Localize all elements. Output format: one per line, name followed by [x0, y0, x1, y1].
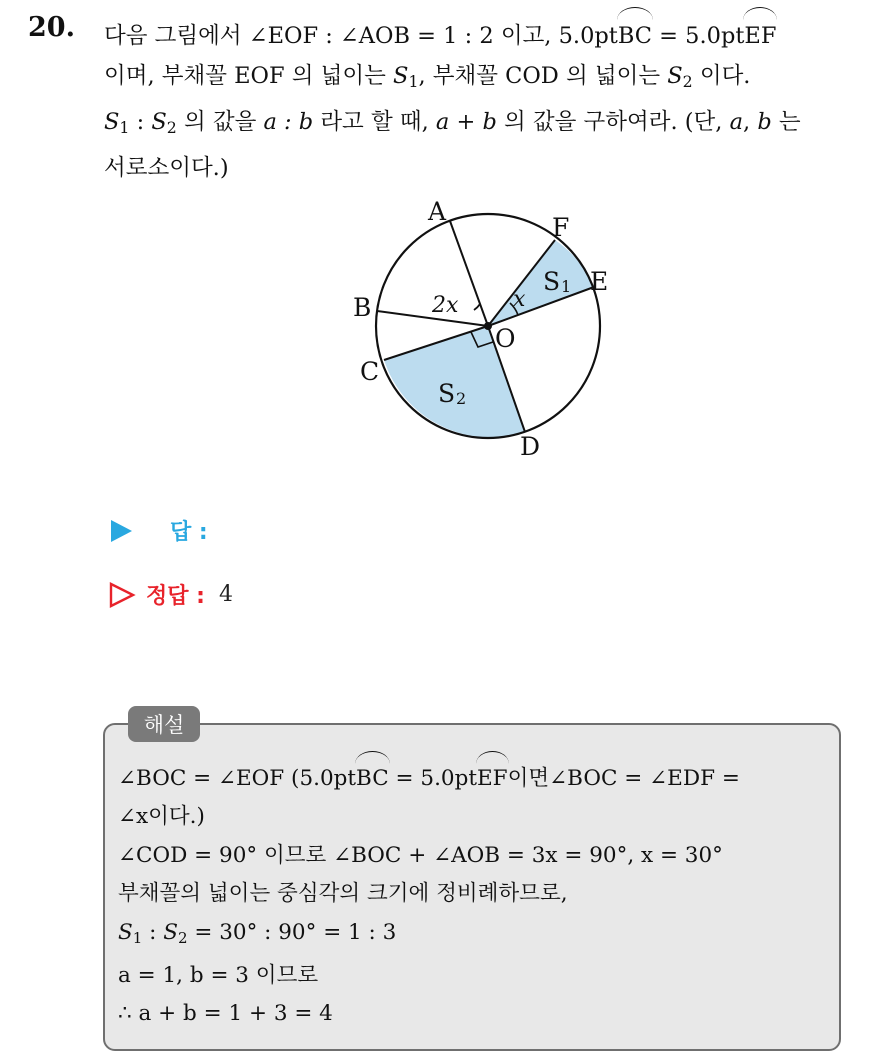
solution-line-4: 부채꼴의 넓이는 중심각의 크기에 정비례하므로, — [118, 881, 568, 907]
solution-line-7: ∴ a + b = 1 + 3 = 4 — [118, 1001, 333, 1027]
label-s1-sub: 1 — [561, 277, 572, 296]
solution-ratio-rest: = 30° : 90° = 1 : 3 — [187, 919, 397, 945]
question-line-3-end: 는 — [771, 108, 801, 135]
label-d: D — [520, 432, 541, 461]
question-text — [104, 14, 874, 188]
ratio-s2-subscript: 2 — [166, 117, 177, 137]
question-line-3-text-c: 의 값을 구하여라. (단, — [496, 108, 730, 135]
solution-text — [118, 758, 838, 1034]
circle-sector-figure — [340, 188, 630, 468]
solution-colon: : — [142, 919, 164, 945]
label-a: A — [428, 197, 447, 226]
label-o: O — [495, 324, 516, 353]
solution-line-1-end: 이면∠BOC = ∠EDF = — [507, 766, 740, 791]
solution-line-1-equals: = 5.0pt — [388, 766, 477, 791]
solution-line-3: ∠COD = 90° 이므로 ∠BOC + ∠AOB = 3x = 90°, x = 30° — [118, 842, 723, 868]
ratio-s1-subscript: 1 — [119, 117, 130, 137]
question-line-3-text-a: 의 값을 — [176, 108, 264, 135]
ratio-colon: : — [129, 108, 152, 135]
s1-subscript: 1 — [408, 71, 419, 91]
question-line-3 — [104, 102, 874, 148]
center-point — [484, 322, 492, 330]
ratio-s2: S — [151, 108, 167, 135]
question-line-4: 서로소이다.) — [104, 154, 229, 181]
question-line-2-start: 이며, 부채꼴 EOF 의 넓이는 — [104, 63, 394, 89]
correct-answer-value: 4 — [218, 582, 233, 607]
s1-symbol: S — [393, 63, 409, 89]
ratio-ab: a : b — [263, 108, 314, 135]
solution-arc-ef: EF — [477, 758, 508, 798]
label-c: C — [360, 357, 380, 386]
sector-eof — [488, 240, 594, 326]
solution-s2: S — [163, 919, 178, 945]
label-f: F — [552, 213, 570, 242]
solution-s2-subscript: 2 — [177, 928, 188, 947]
question-line-2 — [104, 56, 874, 102]
solution-line-6: a = 1, b = 3 이므로 — [118, 962, 319, 988]
question-number: 20. — [28, 12, 75, 43]
arc-ef: EF — [744, 14, 776, 56]
s2-symbol: S — [667, 63, 683, 89]
question-line-1 — [104, 14, 874, 56]
answer-label: 답 : — [170, 520, 208, 545]
solution-tab: 해설 — [128, 706, 200, 742]
question-line-2-mid: , 부채꼴 COD 의 넓이는 — [418, 63, 668, 89]
solution-s1-subscript: 1 — [132, 928, 143, 947]
play-triangle-icon — [108, 518, 134, 544]
correct-answer-row — [108, 579, 233, 610]
label-angle-aob: 2x — [432, 293, 459, 318]
s2-subscript: 2 — [682, 71, 693, 91]
arc-bc: BC — [618, 14, 652, 56]
var-b: b — [757, 108, 772, 135]
question-line-3-comma: , — [743, 108, 758, 135]
label-s2: S — [438, 379, 456, 408]
solution-s1: S — [118, 919, 133, 945]
question-line-3-text-b: 라고 할 때, — [313, 108, 436, 135]
outlined-triangle-icon — [108, 581, 136, 609]
label-s2-sub: 2 — [456, 389, 467, 408]
label-b: B — [353, 293, 372, 322]
label-e: E — [590, 267, 609, 296]
solution-line-2: ∠x이다.) — [118, 804, 205, 830]
sum-ab: a + b — [435, 108, 497, 135]
solution-arc-bc: BC — [356, 758, 389, 798]
solution-line-1 — [118, 758, 838, 798]
question-line-1-start: 다음 그림에서 ∠EOF : ∠AOB = 1 : 2 이고, 5.0pt — [104, 23, 618, 49]
ratio-s1: S — [104, 108, 120, 135]
var-a: a — [729, 108, 744, 135]
label-angle-eof: x — [513, 287, 526, 312]
answer-row — [108, 515, 208, 546]
question-line-1-equals: = 5.0pt — [652, 23, 745, 49]
angle-mark-aob — [474, 304, 480, 310]
correct-answer-label: 정답 : — [146, 584, 205, 609]
solution-line-5 — [118, 914, 838, 957]
solution-line-1-start: ∠BOC = ∠EOF (5.0pt — [118, 766, 357, 791]
question-line-2-end: 이다. — [692, 63, 751, 89]
label-s1: S — [543, 267, 561, 296]
